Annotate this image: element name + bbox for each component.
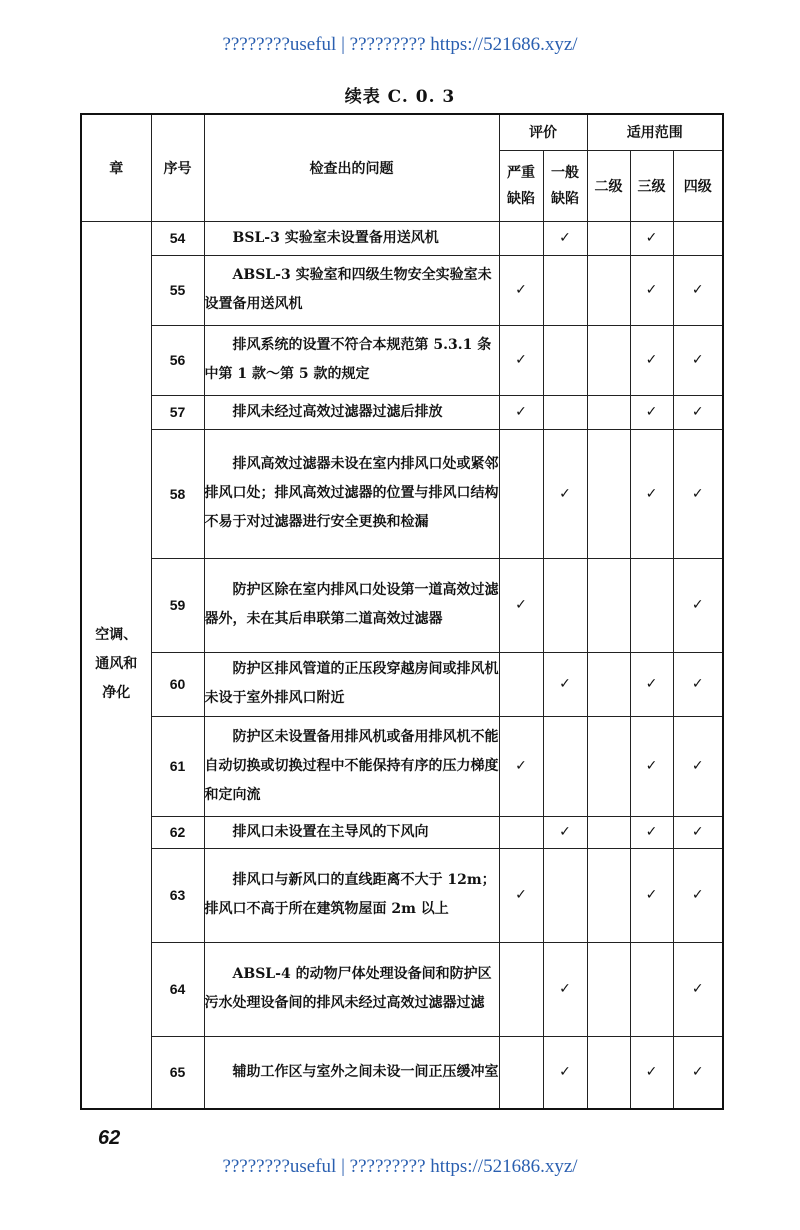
check-level2 (587, 652, 630, 716)
row-seq: 62 (151, 816, 204, 848)
check-level4: ✓ (673, 942, 723, 1036)
row-issue: 防护区排风管道的正压段穿越房间或排风机未设于室外排风口附近 (204, 652, 499, 716)
check-general (543, 558, 587, 652)
header-chapter: 章 (81, 114, 151, 221)
check-level2 (587, 942, 630, 1036)
check-general (543, 325, 587, 395)
check-level2 (587, 395, 630, 429)
check-general: ✓ (543, 429, 587, 558)
check-severe: ✓ (499, 395, 543, 429)
check-severe (499, 942, 543, 1036)
check-severe: ✓ (499, 255, 543, 325)
header-general: 一般 缺陷 (543, 150, 587, 221)
table-row (81, 558, 723, 652)
header-severe: 严重 缺陷 (499, 150, 543, 221)
row-issue: 排风未经过高效过滤器过滤后排放 (204, 395, 499, 429)
check-level3: ✓ (630, 716, 673, 816)
check-level3: ✓ (630, 395, 673, 429)
check-general: ✓ (543, 652, 587, 716)
inspection-table (80, 113, 724, 1110)
header-seq: 序号 (151, 114, 204, 221)
table-row (81, 429, 723, 558)
row-seq: 55 (151, 255, 204, 325)
check-level4: ✓ (673, 716, 723, 816)
row-issue: 辅助工作区与室外之间未设一间正压缓冲室 (204, 1036, 499, 1109)
check-level4: ✓ (673, 816, 723, 848)
row-issue: 排风系统的设置不符合本规范第 5.3.1 条中第 1 款～第 5 款的规定 (204, 325, 499, 395)
check-level3 (630, 558, 673, 652)
check-level4: ✓ (673, 255, 723, 325)
check-general (543, 848, 587, 942)
table-row (81, 1036, 723, 1109)
check-severe (499, 816, 543, 848)
row-issue: 防护区除在室内排风口处设第一道高效过滤器外，未在其后串联第二道高效过滤器 (204, 558, 499, 652)
row-seq: 59 (151, 558, 204, 652)
row-seq: 60 (151, 652, 204, 716)
check-general: ✓ (543, 816, 587, 848)
header-level3: 三级 (630, 150, 673, 221)
check-level2 (587, 255, 630, 325)
row-seq: 56 (151, 325, 204, 395)
check-level2 (587, 325, 630, 395)
check-severe: ✓ (499, 716, 543, 816)
check-severe (499, 221, 543, 255)
row-seq: 57 (151, 395, 204, 429)
table-row (81, 816, 723, 848)
row-seq: 61 (151, 716, 204, 816)
table-row (81, 255, 723, 325)
check-severe: ✓ (499, 558, 543, 652)
chapter-cell: 空调、 通风和 净化 (81, 221, 151, 1109)
watermark-top: ????????useful | ????????? https://521686.xyz/ (222, 34, 578, 55)
header-issue: 检查出的问题 (204, 114, 499, 221)
table-row (81, 652, 723, 716)
check-level3: ✓ (630, 429, 673, 558)
check-level4: ✓ (673, 395, 723, 429)
row-issue: 排风口未设置在主导风的下风向 (204, 816, 499, 848)
check-level2 (587, 1036, 630, 1109)
row-seq: 63 (151, 848, 204, 942)
watermark-bottom: ????????useful | ????????? https://521686.xyz/ (222, 1156, 578, 1177)
check-severe: ✓ (499, 848, 543, 942)
check-level2 (587, 848, 630, 942)
header-level4: 四级 (673, 150, 723, 221)
check-level2 (587, 429, 630, 558)
check-level4: ✓ (673, 429, 723, 558)
check-general (543, 255, 587, 325)
check-severe (499, 429, 543, 558)
table-row (81, 848, 723, 942)
check-severe (499, 652, 543, 716)
row-seq: 65 (151, 1036, 204, 1109)
check-level3: ✓ (630, 652, 673, 716)
check-level3: ✓ (630, 255, 673, 325)
check-level2 (587, 558, 630, 652)
check-level4: ✓ (673, 325, 723, 395)
check-level4: ✓ (673, 558, 723, 652)
table-row (81, 325, 723, 395)
check-level3: ✓ (630, 816, 673, 848)
check-general: ✓ (543, 221, 587, 255)
check-level3: ✓ (630, 848, 673, 942)
row-issue: 排风口与新风口的直线距离不大于 12m；排风口不高于所在建筑物屋面 2m 以上 (204, 848, 499, 942)
row-seq: 54 (151, 221, 204, 255)
row-seq: 58 (151, 429, 204, 558)
check-general: ✓ (543, 942, 587, 1036)
check-level2 (587, 221, 630, 255)
check-general (543, 716, 587, 816)
check-level3: ✓ (630, 1036, 673, 1109)
check-level2 (587, 816, 630, 848)
header-level2: 二级 (587, 150, 630, 221)
header-scope: 适用范围 (587, 114, 723, 150)
header-evaluation: 评价 (499, 114, 587, 150)
table-row (81, 221, 723, 255)
check-general: ✓ (543, 1036, 587, 1109)
table-row (81, 942, 723, 1036)
check-severe: ✓ (499, 325, 543, 395)
row-issue: BSL-3 实验室未设置备用送风机 (204, 221, 499, 255)
check-level4: ✓ (673, 1036, 723, 1109)
check-level3: ✓ (630, 221, 673, 255)
check-level4 (673, 221, 723, 255)
row-seq: 64 (151, 942, 204, 1036)
check-level3 (630, 942, 673, 1036)
row-issue: ABSL-4 的动物尸体处理设备间和防护区污水处理设备间的排风未经过高效过滤器过滤 (204, 942, 499, 1036)
check-level4: ✓ (673, 848, 723, 942)
check-level3: ✓ (630, 325, 673, 395)
row-issue: ABSL-3 实验室和四级生物安全实验室未设置备用送风机 (204, 255, 499, 325)
table-caption: 续表 C. 0. 3 (344, 87, 456, 107)
check-general (543, 395, 587, 429)
check-level2 (587, 716, 630, 816)
check-level4: ✓ (673, 652, 723, 716)
table-row (81, 395, 723, 429)
row-issue: 防护区未设置备用排风机或备用排风机不能自动切换或切换过程中不能保持有序的压力梯度和定向流 (204, 716, 499, 816)
row-issue: 排风高效过滤器未设在室内排风口处或紧邻排风口处；排风高效过滤器的位置与排风口结构不易于对过滤器进行安全更换和检漏 (204, 429, 499, 558)
check-severe (499, 1036, 543, 1109)
page-number: 62 (98, 1127, 121, 1149)
table-row (81, 716, 723, 816)
